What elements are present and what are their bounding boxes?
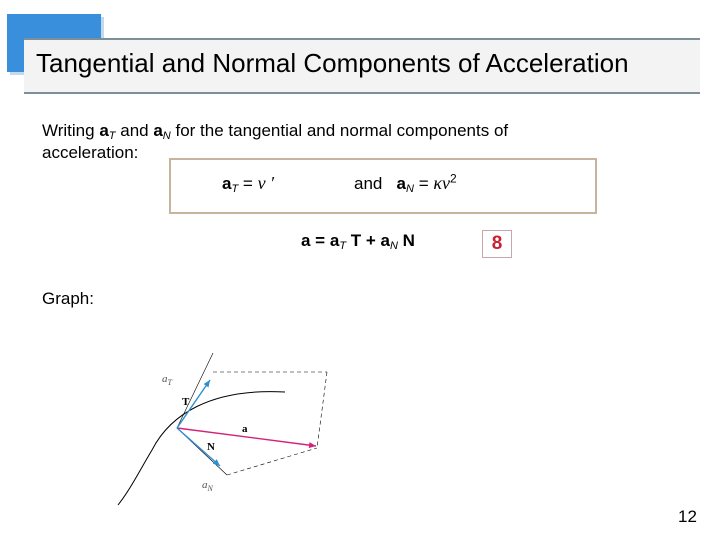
- formula-a-n: [354, 173, 457, 194]
- formula-a-n-expression: κv: [433, 173, 450, 193]
- intro-and: and: [115, 121, 154, 140]
- label-N: N: [207, 441, 215, 453]
- page-number: 12: [678, 507, 697, 526]
- label-T: T: [182, 396, 190, 408]
- formula-a-t-equals: =: [238, 174, 258, 193]
- formula-a-t-sub: T: [231, 183, 239, 195]
- eq-n-vector: N: [397, 231, 415, 250]
- formula-a-t: [222, 173, 274, 194]
- dashed-line-right: [317, 372, 327, 448]
- label-a-n: $a_N$: [202, 479, 213, 493]
- formula-a-n-exponent: 2: [449, 171, 457, 186]
- label-a-t: $a_T$: [162, 373, 172, 387]
- formula-a-t-symbol: a: [222, 174, 232, 193]
- intro-a-n: a: [153, 121, 163, 140]
- eq-a-n: a: [380, 231, 390, 250]
- formula-and: and: [354, 174, 383, 193]
- graph-label: Graph:: [42, 289, 94, 308]
- intro-sub-n: N: [162, 130, 171, 142]
- dashed-line-lower: [227, 448, 317, 475]
- slide-title: Tangential and Normal Components of Acceleration: [36, 48, 629, 78]
- formula-a-n-sub: N: [406, 183, 414, 195]
- tangent-guide-line: [177, 353, 213, 428]
- formula-a-n-equals: =: [413, 174, 434, 193]
- eq-sub-n: N: [390, 240, 398, 252]
- eq-lhs: a =: [301, 231, 330, 250]
- intro-sub-t: T: [108, 130, 116, 142]
- intro-line-2: acceleration:: [42, 143, 139, 162]
- equation-number-badge: 8: [482, 230, 512, 258]
- label-a: a: [242, 423, 248, 435]
- formula-a-n-symbol: a: [396, 174, 407, 193]
- eq-t-vector: T +: [346, 231, 381, 250]
- intro-a-t: a: [99, 121, 109, 140]
- equation-8: [301, 231, 415, 251]
- eq-sub-t: T: [339, 240, 347, 252]
- intro-line-1: [42, 120, 642, 142]
- intro-after: for the tangential and normal components of: [170, 121, 509, 140]
- eq-a-t: a: [329, 231, 340, 250]
- intro-before: Writing: [42, 121, 100, 140]
- formula-a-t-expression: v ′: [257, 173, 275, 193]
- acceleration-diagram: [110, 350, 335, 520]
